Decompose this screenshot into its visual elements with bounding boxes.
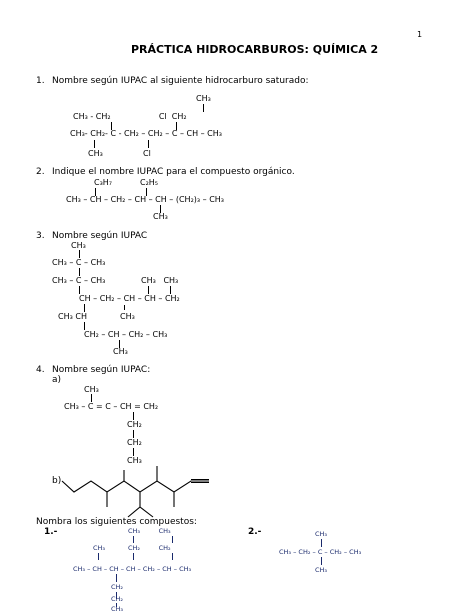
- question-4-number: 4.: [36, 365, 45, 375]
- q3-formula-row-4a: CH₃ CH: [58, 312, 87, 321]
- q3-formula-row-1: CH₃ – C – CH₃: [52, 258, 106, 267]
- q4a-formula-row-4: CH₃: [127, 456, 142, 465]
- c1-main-chain: CH₃ – CH – CH – CH – CH₂ – CH – CH₃: [73, 565, 192, 573]
- question-3-number: 3.: [36, 231, 45, 241]
- q2-formula-row-2: CH₃: [153, 212, 168, 221]
- question-2-number: 2.: [36, 167, 45, 177]
- c1-bond: [116, 574, 117, 582]
- q1-formula-row-2: CH₃- CH₂- C - CH₂ – CH₂ – C – CH – CH₃: [70, 129, 222, 138]
- c2-top-row: CH₃: [315, 530, 328, 538]
- c1-top-row: CH₃ CH₃: [128, 527, 171, 535]
- page-title: PRÁCTICA HIDROCARBUROS: QUÍMICA 2: [131, 43, 379, 56]
- q4a-formula-row-1: CH₃ – C = C – CH = CH₂: [64, 402, 159, 411]
- q1-formula-row-3a: CH₃: [88, 149, 103, 158]
- c2-bond: [321, 557, 322, 565]
- q4a-formula-row-2: CH₂: [127, 420, 142, 429]
- q3-formula-row-5: CH₂ – CH – CH₂ – CH₃: [84, 330, 168, 339]
- q2-formula-row-1: CH₃ – CH – CH₂ – CH – CH – (CH₂)₃ – CH₃: [66, 195, 225, 204]
- page-number: 1: [417, 30, 423, 39]
- question-1-text: Nombre según IUPAC al siguiente hidrocarburo saturado:: [52, 76, 309, 86]
- q4a-formula-row-0: CH₃: [84, 385, 99, 394]
- c1-row-5: CH₃: [111, 605, 124, 613]
- skeletal-bonds: [62, 466, 209, 517]
- c1-row-1: CH₂ CH₂: [128, 544, 171, 552]
- q3-formula-row-2a: CH₃ – C – CH₃: [52, 276, 106, 285]
- c1-bond: [133, 553, 134, 560]
- q3-formula-row-4b: CH₃: [120, 312, 135, 321]
- c1-row-4: CH₂: [111, 595, 124, 603]
- question-3-text: Nombre según IUPAC: [52, 231, 148, 241]
- c2-bottom-row: CH₃: [315, 566, 328, 574]
- q1-formula-row-0: CH₃: [196, 94, 211, 103]
- names-heading: Nombra los siguientes compuestos:: [36, 517, 197, 527]
- c2-bond: [321, 539, 322, 547]
- c1-row-1b: CH₃: [93, 544, 106, 552]
- c1-bond: [172, 553, 173, 560]
- c1-bond: [98, 553, 99, 560]
- c1-bond: [172, 536, 173, 543]
- question-2-text: Indique el nombre IUPAC para el compuesto orgánico.: [52, 167, 295, 177]
- q3-formula-row-2b: CH₃ CH₃: [141, 276, 179, 285]
- question-1-number: 1.: [36, 76, 45, 86]
- q2-formula-row-0b: C₂H₅: [140, 178, 159, 187]
- c1-row-3: CH₂: [111, 583, 124, 591]
- c2-main-chain: CH₃ – CH₂ – C – CH₂ – CH₃: [279, 548, 362, 556]
- c1-bond: [133, 536, 134, 543]
- q4a-formula-row-3: CH₂: [127, 438, 142, 447]
- compound-2-label: 2.-: [248, 527, 262, 537]
- q1-formula-row-1: CH₃ - CH₂ Cl CH₂: [73, 112, 187, 121]
- question-4a-label: a): [52, 375, 62, 385]
- q1-formula-row-3b: Cl: [143, 149, 151, 158]
- q3-formula-row-6: CH₃: [113, 347, 128, 356]
- q3-formula-row-0: CH₃: [71, 241, 86, 250]
- q2-formula-row-0a: C₃H₇: [94, 178, 113, 187]
- q3-formula-row-3: CH – CH₂ – CH – CH – CH₂: [79, 294, 180, 303]
- question-4-text: Nombre según IUPAC:: [52, 365, 151, 375]
- question-4b-label: b): [52, 476, 62, 486]
- compound-1-label: 1.-: [44, 527, 58, 537]
